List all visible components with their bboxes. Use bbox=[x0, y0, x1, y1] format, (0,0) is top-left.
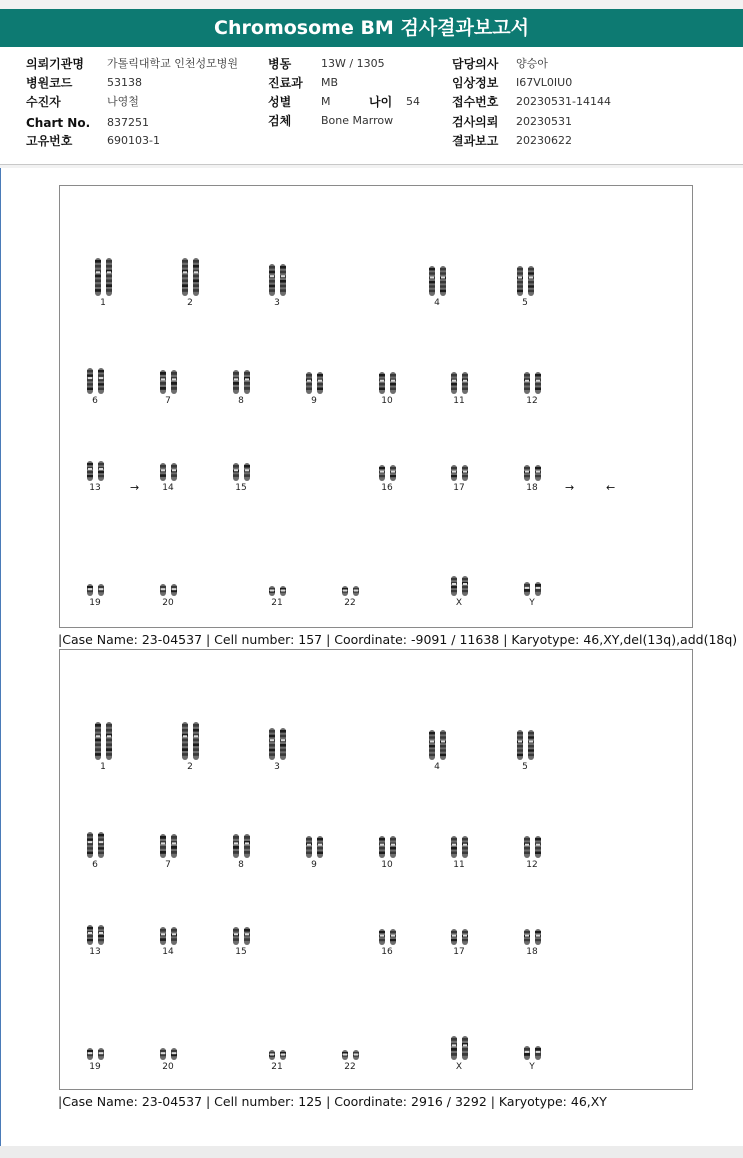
request-date-label: 검사의뢰 bbox=[452, 115, 499, 129]
chromosome-pair-5 bbox=[495, 710, 555, 770]
karyogram-panel-1 bbox=[59, 185, 693, 628]
chromosome-pair-15 bbox=[211, 895, 271, 955]
doctor-label: 담당의사 bbox=[452, 57, 499, 71]
chromosome-label: 7 bbox=[165, 860, 171, 870]
specimen-value: Bone Marrow bbox=[321, 114, 394, 127]
chromosome-label: 14 bbox=[162, 947, 174, 957]
chromosome-pair-2 bbox=[160, 710, 220, 770]
chromosome-image-20 bbox=[138, 1010, 198, 1070]
chromosome-label: 9 bbox=[311, 860, 317, 870]
doctor-value: 양승아 bbox=[516, 57, 548, 70]
chromosome-label: 21 bbox=[271, 598, 283, 608]
chromosome-image-4 bbox=[407, 710, 467, 770]
chromosome-image-1 bbox=[73, 246, 133, 306]
chromosome-image-6 bbox=[65, 808, 125, 868]
chromosome-pair-8 bbox=[211, 344, 271, 404]
chromosome-label: 12 bbox=[526, 860, 538, 870]
hospital-label: 의뢰기관명 bbox=[26, 57, 84, 71]
chromosome-label: 17 bbox=[453, 483, 465, 493]
chromosome-pair-19 bbox=[65, 546, 125, 606]
request-date-value: 20230531 bbox=[516, 115, 572, 128]
chromosome-label: 19 bbox=[89, 598, 101, 608]
chromosome-image-15 bbox=[211, 895, 271, 955]
chromosome-image-13 bbox=[65, 431, 125, 491]
chromosome-image-14 bbox=[138, 895, 198, 955]
chromosome-pair-18 bbox=[502, 895, 562, 955]
specimen-label: 검체 bbox=[268, 114, 292, 128]
chromosome-pair-13 bbox=[65, 431, 125, 491]
chromosome-label: 1 bbox=[100, 298, 106, 308]
hospital-value: 가톨릭대학교 인천성모병원 bbox=[107, 57, 239, 70]
chromosome-image-20 bbox=[138, 546, 198, 606]
chromosome-pair-15 bbox=[211, 431, 271, 491]
chromosome-label: 21 bbox=[271, 1062, 283, 1072]
chromosome-label: 16 bbox=[381, 483, 393, 493]
chromosome-pair-7 bbox=[138, 344, 198, 404]
hospital-code-label: 병원코드 bbox=[26, 76, 73, 90]
chromosome-label: 6 bbox=[92, 860, 98, 870]
chromosome-image-11 bbox=[429, 808, 489, 868]
chromosome-pair-18 bbox=[502, 431, 562, 491]
chromosome-image-9 bbox=[284, 808, 344, 868]
chromosome-image-5 bbox=[495, 246, 555, 306]
chromosome-pair-11 bbox=[429, 808, 489, 868]
chromosome-label: 9 bbox=[311, 396, 317, 406]
chromosome-image-22 bbox=[320, 1010, 380, 1070]
chromosome-pair-7 bbox=[138, 808, 198, 868]
karyogram-caption-1: |Case Name: 23-04537 | Cell number: 157 | Coordinate: -9091 / 11638 | Karyotype: 46,XY,del(13q),add(18q) bbox=[58, 632, 738, 647]
chromosome-image-15 bbox=[211, 431, 271, 491]
chromosome-image-3 bbox=[247, 246, 307, 306]
chromosome-label: 8 bbox=[238, 860, 244, 870]
chromosome-pair-8 bbox=[211, 808, 271, 868]
clinical-info-label: 임상정보 bbox=[452, 76, 499, 90]
chromosome-image-22 bbox=[320, 546, 380, 606]
chromosome-label: 13 bbox=[89, 947, 101, 957]
chromosome-label: 3 bbox=[274, 298, 280, 308]
chromosome-label: 2 bbox=[187, 298, 193, 308]
chromosome-image-12 bbox=[502, 344, 562, 404]
chromosome-image-7 bbox=[138, 808, 198, 868]
arrow-right-icon: → bbox=[130, 481, 140, 494]
chromosome-pair-20 bbox=[138, 546, 198, 606]
chromosome-pair-14 bbox=[138, 895, 198, 955]
unique-no-value: 690103-1 bbox=[107, 134, 160, 147]
chromosome-label: 6 bbox=[92, 396, 98, 406]
chromosome-pair-5 bbox=[495, 246, 555, 306]
department-value: MB bbox=[321, 76, 339, 89]
sex-value: M bbox=[321, 95, 331, 108]
chromosome-pair-16 bbox=[357, 895, 417, 955]
chromosome-image-17 bbox=[429, 431, 489, 491]
chromosome-label: 7 bbox=[165, 396, 171, 406]
bottom-strip bbox=[0, 1146, 743, 1158]
chromosome-label: 8 bbox=[238, 396, 244, 406]
chromosome-image-16 bbox=[357, 895, 417, 955]
chromosome-pair-10 bbox=[357, 808, 417, 868]
chromosome-image-8 bbox=[211, 344, 271, 404]
chromosome-image-6 bbox=[65, 344, 125, 404]
chromosome-label: 12 bbox=[526, 396, 538, 406]
chromosome-label: 22 bbox=[344, 1062, 356, 1072]
chromosome-pair-6 bbox=[65, 808, 125, 868]
chromosome-pair-6 bbox=[65, 344, 125, 404]
chromosome-image-19 bbox=[65, 1010, 125, 1070]
chromosome-image-Y bbox=[502, 546, 562, 606]
chromosome-label: 19 bbox=[89, 1062, 101, 1072]
chromosome-image-11 bbox=[429, 344, 489, 404]
chromosome-label: X bbox=[455, 1062, 463, 1072]
chromosome-image-X bbox=[429, 546, 489, 606]
chromosome-label: 13 bbox=[89, 483, 101, 493]
department-label: 진료과 bbox=[268, 76, 303, 90]
chromosome-image-1 bbox=[73, 710, 133, 770]
patient-label: 수진자 bbox=[26, 95, 61, 109]
arrow-right-icon: → bbox=[565, 481, 575, 494]
hospital-code-value: 53138 bbox=[107, 76, 142, 89]
chromosome-image-13 bbox=[65, 895, 125, 955]
chromosome-image-18 bbox=[502, 431, 562, 491]
sex-label: 성별 bbox=[268, 95, 292, 109]
chromosome-image-17 bbox=[429, 895, 489, 955]
chromosome-image-8 bbox=[211, 808, 271, 868]
chromosome-pair-9 bbox=[284, 344, 344, 404]
chromosome-label: 4 bbox=[434, 298, 440, 308]
chromosome-pair-X bbox=[429, 1010, 489, 1070]
chromosome-label: 17 bbox=[453, 947, 465, 957]
result-date-label: 결과보고 bbox=[452, 134, 499, 148]
ward-value: 13W / 1305 bbox=[321, 57, 385, 70]
chromosome-pair-X bbox=[429, 546, 489, 606]
chromosome-label: 3 bbox=[274, 762, 280, 772]
chromosome-label: Y bbox=[529, 598, 535, 608]
chromosome-label: 10 bbox=[381, 860, 393, 870]
chromosome-label: 14 bbox=[162, 483, 174, 493]
chart-no-label: Chart No. bbox=[26, 116, 91, 130]
chromosome-image-10 bbox=[357, 344, 417, 404]
chromosome-pair-14 bbox=[138, 431, 198, 491]
chromosome-image-2 bbox=[160, 246, 220, 306]
chromosome-pair-21 bbox=[247, 546, 307, 606]
chromosome-image-5 bbox=[495, 710, 555, 770]
chromosome-pair-12 bbox=[502, 808, 562, 868]
chromosome-pair-3 bbox=[247, 710, 307, 770]
chromosome-label: 4 bbox=[434, 762, 440, 772]
chromosome-image-9 bbox=[284, 344, 344, 404]
arrow-left-icon: ← bbox=[606, 481, 616, 494]
chromosome-image-12 bbox=[502, 808, 562, 868]
chromosome-pair-10 bbox=[357, 344, 417, 404]
chromosome-label: 11 bbox=[453, 396, 465, 406]
chromosome-pair-1 bbox=[73, 710, 133, 770]
chromosome-image-16 bbox=[357, 431, 417, 491]
patient-value: 나영철 bbox=[107, 95, 139, 108]
clinical-info-value: I67VL0IU0 bbox=[516, 76, 573, 89]
chromosome-image-10 bbox=[357, 808, 417, 868]
chart-no-value: 837251 bbox=[107, 116, 149, 129]
chromosome-image-4 bbox=[407, 246, 467, 306]
ward-label: 병동 bbox=[268, 57, 292, 71]
chromosome-pair-13 bbox=[65, 895, 125, 955]
chromosome-label: 5 bbox=[522, 762, 528, 772]
chromosome-pair-21 bbox=[247, 1010, 307, 1070]
chromosome-label: Y bbox=[529, 1062, 535, 1072]
chromosome-label: 20 bbox=[162, 598, 174, 608]
chromosome-label: 10 bbox=[381, 396, 393, 406]
chromosome-label: 18 bbox=[526, 483, 538, 493]
chromosome-pair-16 bbox=[357, 431, 417, 491]
chromosome-image-2 bbox=[160, 710, 220, 770]
chromosome-label: 15 bbox=[235, 483, 247, 493]
chromosome-pair-20 bbox=[138, 1010, 198, 1070]
age-label: 나이 bbox=[369, 95, 393, 109]
chromosome-image-21 bbox=[247, 1010, 307, 1070]
chromosome-image-14 bbox=[138, 431, 198, 491]
chromosome-label: 22 bbox=[344, 598, 356, 608]
result-date-value: 20230622 bbox=[516, 134, 572, 147]
chromosome-label: 1 bbox=[100, 762, 106, 772]
receipt-no-label: 접수번호 bbox=[452, 95, 499, 109]
chromosome-pair-19 bbox=[65, 1010, 125, 1070]
left-border bbox=[0, 168, 1, 1146]
receipt-no-value: 20230531-14144 bbox=[516, 95, 611, 108]
age-value: 54 bbox=[406, 95, 420, 108]
chromosome-image-21 bbox=[247, 546, 307, 606]
chromosome-pair-17 bbox=[429, 895, 489, 955]
chromosome-label: 16 bbox=[381, 947, 393, 957]
chromosome-image-X bbox=[429, 1010, 489, 1070]
chromosome-pair-22 bbox=[320, 1010, 380, 1070]
karyogram-caption-2: |Case Name: 23-04537 | Cell number: 125 | Coordinate: 2916 / 3292 | Karyotype: 46,XY bbox=[58, 1094, 607, 1109]
chromosome-pair-9 bbox=[284, 808, 344, 868]
chromosome-pair-17 bbox=[429, 431, 489, 491]
unique-no-label: 고유번호 bbox=[26, 134, 73, 148]
chromosome-pair-Y bbox=[502, 1010, 562, 1070]
chromosome-label: X bbox=[455, 598, 463, 608]
report-title: Chromosome BM 검사결과보고서 bbox=[0, 9, 743, 47]
chromosome-pair-Y bbox=[502, 546, 562, 606]
chromosome-pair-11 bbox=[429, 344, 489, 404]
chromosome-pair-22 bbox=[320, 546, 380, 606]
patient-info-header bbox=[0, 47, 743, 165]
chromosome-pair-3 bbox=[247, 246, 307, 306]
chromosome-pair-1 bbox=[73, 246, 133, 306]
chromosome-image-7 bbox=[138, 344, 198, 404]
chromosome-image-3 bbox=[247, 710, 307, 770]
chromosome-label: 18 bbox=[526, 947, 538, 957]
chromosome-pair-4 bbox=[407, 246, 467, 306]
chromosome-label: 20 bbox=[162, 1062, 174, 1072]
chromosome-image-18 bbox=[502, 895, 562, 955]
chromosome-label: 11 bbox=[453, 860, 465, 870]
chromosome-label: 15 bbox=[235, 947, 247, 957]
chromosome-pair-12 bbox=[502, 344, 562, 404]
chromosome-image-19 bbox=[65, 546, 125, 606]
chromosome-label: 5 bbox=[522, 298, 528, 308]
chromosome-pair-2 bbox=[160, 246, 220, 306]
chromosome-pair-4 bbox=[407, 710, 467, 770]
chromosome-image-Y bbox=[502, 1010, 562, 1070]
chromosome-label: 2 bbox=[187, 762, 193, 772]
karyogram-panel-2 bbox=[59, 649, 693, 1090]
